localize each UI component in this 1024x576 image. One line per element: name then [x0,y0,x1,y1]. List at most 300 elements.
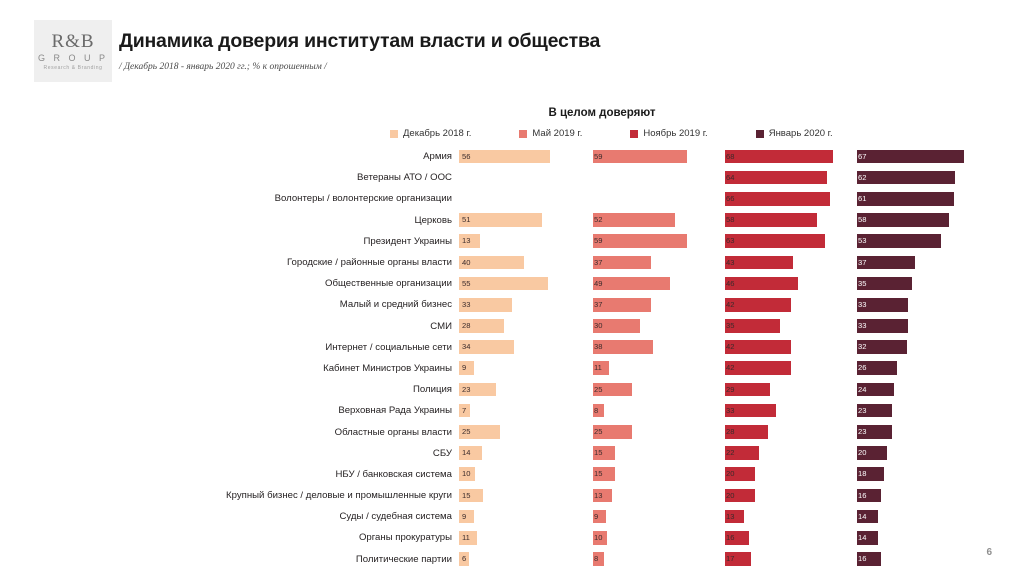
bar[interactable] [723,531,749,545]
bar-start-tick [855,467,857,481]
bar-start-tick [591,340,593,354]
bar-value-label: 18 [858,469,867,479]
bar-start-tick [591,319,593,333]
page-number: 6 [986,547,992,558]
bar-value-label: 64 [726,172,735,182]
bar[interactable] [459,256,524,270]
series-cell [459,188,591,209]
series-cell [855,231,987,252]
bar-start-tick [855,489,857,503]
bar-value-label: 25 [594,427,603,437]
bar[interactable] [591,510,606,524]
bar-value-label: 23 [858,427,867,437]
series-cell [459,252,591,273]
chart-row [0,146,1024,167]
bar-value-label: 33 [858,299,867,309]
series-cell [591,506,723,527]
bar-start-tick [723,256,725,270]
bar-start-tick [723,150,725,164]
chart-row [0,316,1024,337]
series-cell [591,358,723,379]
bar-start-tick [723,446,725,460]
series-cell [591,294,723,315]
series-cell [855,379,987,400]
bar[interactable] [723,489,755,503]
bar[interactable] [459,361,474,375]
bar-value-label: 8 [594,554,599,564]
bar-value-label: 29 [726,384,735,394]
chart-row [0,485,1024,506]
bar-value-label: 10 [462,469,471,479]
page-subtitle: / Декабрь 2018 - январь 2020 гг.; % к опрошенным / [119,62,327,72]
logo-secondary-text: G R O U P [37,52,108,63]
series-cell [855,146,987,167]
bar-start-tick [591,256,593,270]
bar[interactable] [459,234,480,248]
bar[interactable] [723,467,755,481]
bar[interactable] [723,256,793,270]
bar-value-label: 8 [594,405,599,415]
bar[interactable] [855,171,955,185]
series-cell [591,549,723,570]
bar-value-label: 17 [726,554,735,564]
chart-row [0,549,1024,570]
legend-item-3[interactable] [756,128,833,139]
category-label: Верховная Рада Украины [338,405,452,417]
bar-start-tick [855,404,857,418]
chart-row [0,167,1024,188]
bar-start-tick [855,552,857,566]
legend-label: Ноябрь 2019 г. [643,128,708,139]
legend-swatch-icon [630,130,638,138]
series-cell [459,167,591,188]
bar-value-label: 59 [594,151,603,161]
series-cell [855,485,987,506]
bar-value-label: 59 [594,236,603,246]
bar-start-tick [855,150,857,164]
bar-value-label: 33 [726,405,735,415]
bar[interactable] [855,446,887,460]
bar-start-tick [591,298,593,312]
series-cell [459,506,591,527]
chart-row [0,421,1024,442]
bar-value-label: 37 [594,299,603,309]
bar-start-tick [855,234,857,248]
bar-value-label: 25 [594,384,603,394]
bar-start-tick [855,531,857,545]
bar-value-label: 38 [594,342,603,352]
bar[interactable] [723,234,825,248]
series-cell [591,231,723,252]
bar[interactable] [855,531,878,545]
series-cell [723,188,855,209]
bar-value-label: 34 [462,342,471,352]
bar[interactable] [855,319,908,333]
category-label: Суды / судебная система [339,511,452,523]
category-label: Армия [423,151,452,163]
series-cell [723,421,855,442]
series-cell [723,485,855,506]
bar[interactable] [723,404,776,418]
chart-row [0,231,1024,252]
bar-value-label: 56 [462,151,471,161]
legend-item-2[interactable] [630,128,707,139]
bar-value-label: 40 [462,257,471,267]
series-cell [459,379,591,400]
bar[interactable] [723,552,751,566]
series-cell [591,464,723,485]
category-label: СМИ [430,320,452,332]
chart-legend [390,128,833,139]
chart-row [0,337,1024,358]
series-cell [855,337,987,358]
series-cell [459,464,591,485]
bar[interactable] [459,383,496,397]
bar[interactable] [855,383,894,397]
bar-value-label: 11 [462,532,470,542]
bar[interactable] [591,383,632,397]
bar[interactable] [591,425,632,439]
bar-value-label: 35 [726,321,735,331]
bar[interactable] [723,298,791,312]
bar[interactable] [459,340,514,354]
bar-value-label: 13 [726,511,735,521]
bar-start-tick [855,277,857,291]
series-cell [855,358,987,379]
series-cell [459,485,591,506]
series-cell [591,337,723,358]
series-cell [459,146,591,167]
series-cell [723,337,855,358]
bar[interactable] [459,531,477,545]
company-logo [34,20,112,82]
logo-primary-text: R&B [51,30,95,52]
bar-start-tick [591,213,593,227]
bar-value-label: 14 [858,511,867,521]
series-cell [591,167,723,188]
bar-start-tick [723,171,725,185]
bar[interactable] [459,446,482,460]
series-cell [855,400,987,421]
series-cell [591,273,723,294]
bar-start-tick [855,213,857,227]
bar[interactable] [459,510,474,524]
category-label: Интернет / социальные сети [325,341,452,353]
bar-start-tick [723,552,725,566]
bar[interactable] [723,213,817,227]
bar-start-tick [723,298,725,312]
bar-start-tick [855,298,857,312]
series-cell [855,549,987,570]
bar-value-label: 37 [594,257,603,267]
bar-value-label: 16 [726,532,735,542]
bar[interactable] [723,446,759,460]
category-label: Общественные организации [325,278,452,290]
series-cell [459,273,591,294]
bar[interactable] [459,277,548,291]
bar[interactable] [591,446,615,460]
bar[interactable] [723,319,780,333]
bar[interactable] [591,234,687,248]
series-cell [591,252,723,273]
bar-start-tick [723,489,725,503]
bar-value-label: 58 [726,215,735,225]
bar-start-tick [591,446,593,460]
series-cell [591,485,723,506]
bar[interactable] [591,277,670,291]
bar-value-label: 16 [858,490,867,500]
series-cell [855,464,987,485]
bar-value-label: 6 [462,554,467,564]
bar[interactable] [591,531,607,545]
bar-value-label: 11 [594,363,602,373]
category-label: Ветераны АТО / ООС [357,172,452,184]
bar-start-tick [855,361,857,375]
legend-swatch-icon [756,130,764,138]
legend-swatch-icon [519,130,527,138]
logo-tagline: Research & Branding [43,64,103,71]
bar-value-label: 68 [726,151,735,161]
category-label: СБУ [432,447,452,459]
bar-value-label: 33 [462,299,471,309]
bar[interactable] [855,213,949,227]
bar[interactable] [459,489,483,503]
bar[interactable] [591,319,640,333]
bar[interactable] [459,298,512,312]
bar-start-tick [855,192,857,206]
bar-start-tick [723,340,725,354]
bar-start-tick [591,531,593,545]
bar-value-label: 23 [858,405,867,415]
series-cell [723,527,855,548]
bar-value-label: 10 [594,532,603,542]
series-cell [723,273,855,294]
bar[interactable] [459,319,504,333]
bar[interactable] [723,425,768,439]
bar[interactable] [459,467,475,481]
category-label: Кабинет Министров Украины [323,362,452,374]
bar-start-tick [723,425,725,439]
bar-value-label: 20 [726,490,735,500]
series-cell [855,252,987,273]
bar-value-label: 61 [858,193,867,203]
series-cell [591,146,723,167]
bar-value-label: 55 [462,278,471,288]
bar-value-label: 9 [462,363,467,373]
bar-start-tick [591,552,593,566]
bar[interactable] [855,150,964,164]
bar-start-tick [723,213,725,227]
bar[interactable] [723,383,770,397]
bar-start-tick [855,425,857,439]
bar-value-label: 67 [858,151,867,161]
bar[interactable] [459,425,500,439]
bar[interactable] [723,150,833,164]
bar-start-tick [855,319,857,333]
series-cell [591,188,723,209]
bar[interactable] [591,256,651,270]
bar-value-label: 33 [858,321,867,331]
legend-swatch-icon [390,130,398,138]
bar[interactable] [723,277,798,291]
series-cell [459,400,591,421]
legend-item-0[interactable] [390,128,471,139]
chart-row [0,358,1024,379]
series-cell [459,231,591,252]
bar[interactable] [855,192,954,206]
bar-value-label: 26 [858,363,867,373]
bar[interactable] [591,298,651,312]
bar[interactable] [855,510,878,524]
bar-start-tick [723,277,725,291]
bar-value-label: 23 [462,384,471,394]
bar[interactable] [855,234,941,248]
series-cell [459,549,591,570]
bar-value-label: 42 [726,342,735,352]
chart-plot-area [0,146,1024,570]
bar-start-tick [591,510,593,524]
series-cell [591,421,723,442]
bar[interactable] [591,404,604,418]
bar-value-label: 32 [858,342,867,352]
bar-start-tick [591,489,593,503]
series-cell [591,379,723,400]
series-cell [855,421,987,442]
series-cell [723,464,855,485]
chart-row [0,273,1024,294]
series-cell [723,231,855,252]
legend-item-1[interactable] [519,128,582,139]
bar[interactable] [591,340,653,354]
bar[interactable] [855,404,892,418]
bar-start-tick [591,467,593,481]
bar-value-label: 13 [462,236,471,246]
bar[interactable] [855,277,912,291]
bar[interactable] [855,425,892,439]
bar[interactable] [591,552,604,566]
category-label: Волонтеры / волонтерские организации [274,193,452,205]
bar-value-label: 46 [726,278,735,288]
bar[interactable] [591,150,687,164]
bar-value-label: 16 [858,554,867,564]
chart-row [0,294,1024,315]
series-cell [855,273,987,294]
bar-start-tick [723,383,725,397]
series-cell [723,146,855,167]
bar-value-label: 49 [594,278,603,288]
bar[interactable] [723,192,830,206]
series-cell [591,210,723,231]
bar[interactable] [723,171,827,185]
bar[interactable] [591,361,609,375]
bar-value-label: 51 [462,215,471,225]
bar-value-label: 20 [726,469,735,479]
bar[interactable] [459,404,470,418]
bar-value-label: 14 [462,448,471,458]
bar-start-tick [591,383,593,397]
category-label: Церковь [414,214,452,226]
series-cell [723,252,855,273]
series-cell [723,443,855,464]
category-label: Крупный бизнес / деловые и промышленные круги [226,490,452,502]
bar[interactable] [855,340,907,354]
bar-start-tick [855,383,857,397]
series-cell [855,188,987,209]
series-cell [723,167,855,188]
bar-start-tick [723,467,725,481]
series-cell [459,337,591,358]
series-cell [723,506,855,527]
series-cell [723,379,855,400]
category-label: Малый и средний бизнес [339,299,452,311]
bar-start-tick [855,446,857,460]
series-cell [591,400,723,421]
category-label: Областные органы власти [334,426,452,438]
series-cell [855,506,987,527]
bar-start-tick [723,404,725,418]
legend-label: Май 2019 г. [532,128,583,139]
bar-value-label: 20 [858,448,867,458]
bar[interactable] [591,489,612,503]
chart-row [0,188,1024,209]
bar[interactable] [855,361,897,375]
chart-row [0,400,1024,421]
series-cell [855,294,987,315]
bar-value-label: 28 [726,427,735,437]
bar[interactable] [855,256,915,270]
bar-start-tick [855,510,857,524]
series-cell [591,316,723,337]
bar[interactable] [855,489,881,503]
bar[interactable] [591,213,675,227]
series-cell [459,527,591,548]
bar-value-label: 28 [462,321,471,331]
series-cell [723,358,855,379]
category-label: Политические партии [355,553,452,565]
bar-start-tick [855,340,857,354]
series-cell [723,316,855,337]
series-cell [855,527,987,548]
bar[interactable] [459,552,469,566]
bar-start-tick [855,171,857,185]
bar[interactable] [723,510,744,524]
bar[interactable] [855,552,881,566]
bar[interactable] [723,361,791,375]
bar-value-label: 14 [858,532,867,542]
bar-start-tick [855,256,857,270]
series-cell [459,316,591,337]
series-cell [591,443,723,464]
bar-value-label: 24 [858,384,867,394]
legend-label: Декабрь 2018 г. [403,128,472,139]
bar-value-label: 63 [726,236,735,246]
chart-row [0,527,1024,548]
bar-value-label: 37 [858,257,867,267]
bar[interactable] [723,340,791,354]
category-label: НБУ / банковская система [335,468,452,480]
bar[interactable] [855,298,908,312]
bar-value-label: 52 [594,215,603,225]
category-label: Органы прокуратуры [358,532,452,544]
series-cell [723,400,855,421]
series-cell [855,316,987,337]
series-cell [723,549,855,570]
bar[interactable] [591,467,615,481]
bar[interactable] [459,150,550,164]
bar-start-tick [723,361,725,375]
bar[interactable] [459,213,542,227]
bar[interactable] [855,467,884,481]
